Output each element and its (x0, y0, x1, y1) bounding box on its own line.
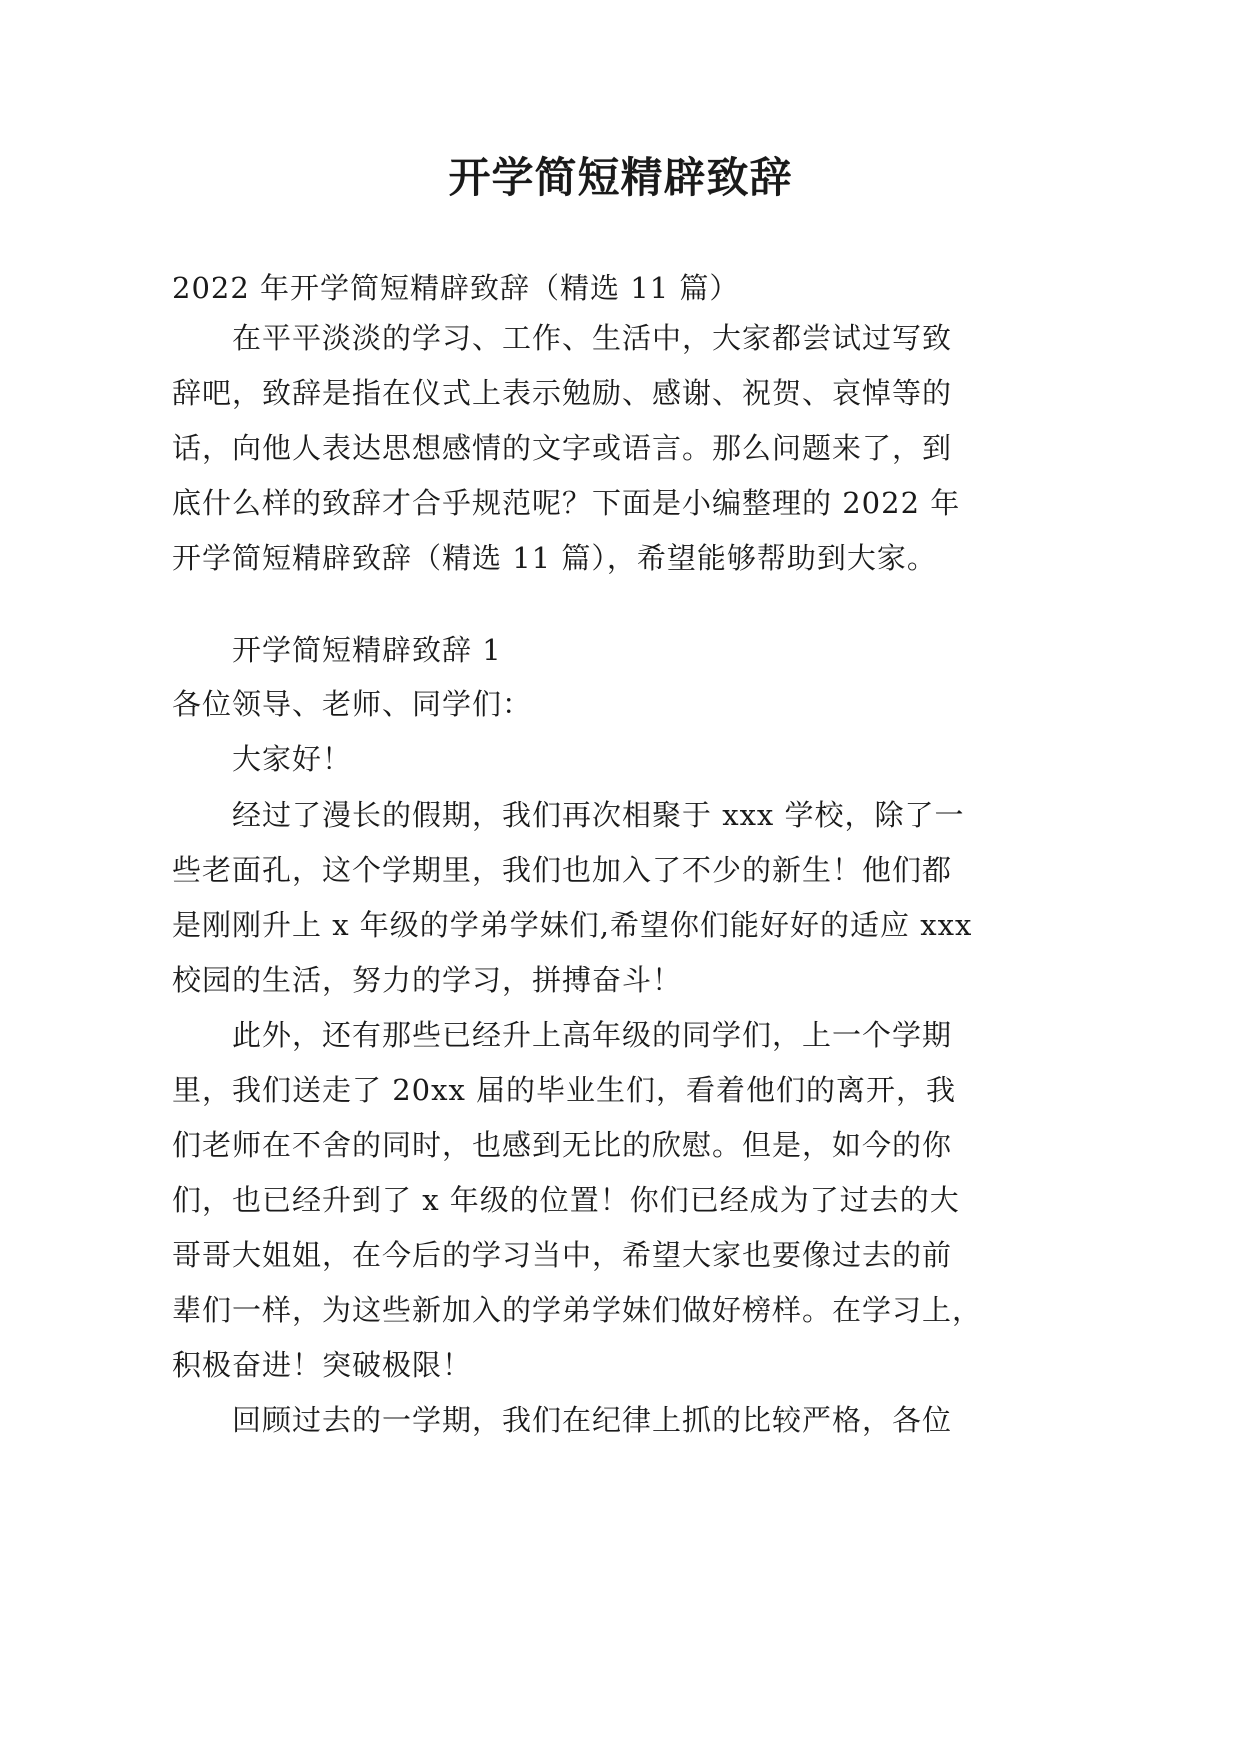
body-line: 经过了漫长的假期，我们再次相聚于 xxx 学校，除了一 (232, 798, 965, 832)
body-line: 校园的生活，努力的学习，拼搏奋斗！ (172, 963, 683, 997)
body-line: 积极奋进！突破极限！ (172, 1348, 473, 1382)
body-line: 们，也已经升到了 x 年级的位置！你们已经成为了过去的大 (172, 1183, 960, 1217)
intro-line: 底什么样的致辞才合乎规范呢？下面是小编整理的 2022 年 (172, 486, 961, 520)
body-line: 回顾过去的一学期，我们在纪律上抓的比较严格，各位 (232, 1403, 953, 1437)
intro-line: 辞吧，致辞是指在仪式上表示勉励、感谢、祝贺、哀悼等的 (172, 376, 953, 410)
body-line: 们老师在不舍的同时，也感到无比的欣慰。但是，如今的你 (172, 1128, 953, 1162)
salutation: 各位领导、老师、同学们： (172, 687, 533, 721)
section-heading: 开学简短精辟致辞 1 (232, 633, 502, 667)
document-subtitle: 2022 年开学简短精辟致辞（精选 11 篇） (172, 271, 740, 305)
body-line: 哥哥大姐姐，在今后的学习当中，希望大家也要像过去的前 (172, 1238, 953, 1272)
body-line: 是刚刚升上 x 年级的学弟学妹们,希望你们能好好的适应 xxx (172, 908, 973, 942)
body-line: 辈们一样，为这些新加入的学弟学妹们做好榜样。在学习上， (172, 1293, 983, 1327)
body-line: 里，我们送走了 20xx 届的毕业生们，看着他们的离开，我 (172, 1073, 957, 1107)
intro-line: 开学简短精辟致辞（精选 11 篇），希望能够帮助到大家。 (172, 541, 937, 575)
body-line: 此外，还有那些已经升上高年级的同学们，上一个学期 (232, 1018, 953, 1052)
body-line: 些老面孔，这个学期里，我们也加入了不少的新生！他们都 (172, 853, 953, 887)
greeting: 大家好！ (232, 742, 353, 776)
document-title: 开学简短精辟致辞 (448, 153, 793, 202)
intro-line: 在平平淡淡的学习、工作、生活中，大家都尝试过写致 (232, 321, 953, 355)
intro-line: 话，向他人表达思想感情的文字或语言。那么问题来了，到 (172, 431, 953, 465)
